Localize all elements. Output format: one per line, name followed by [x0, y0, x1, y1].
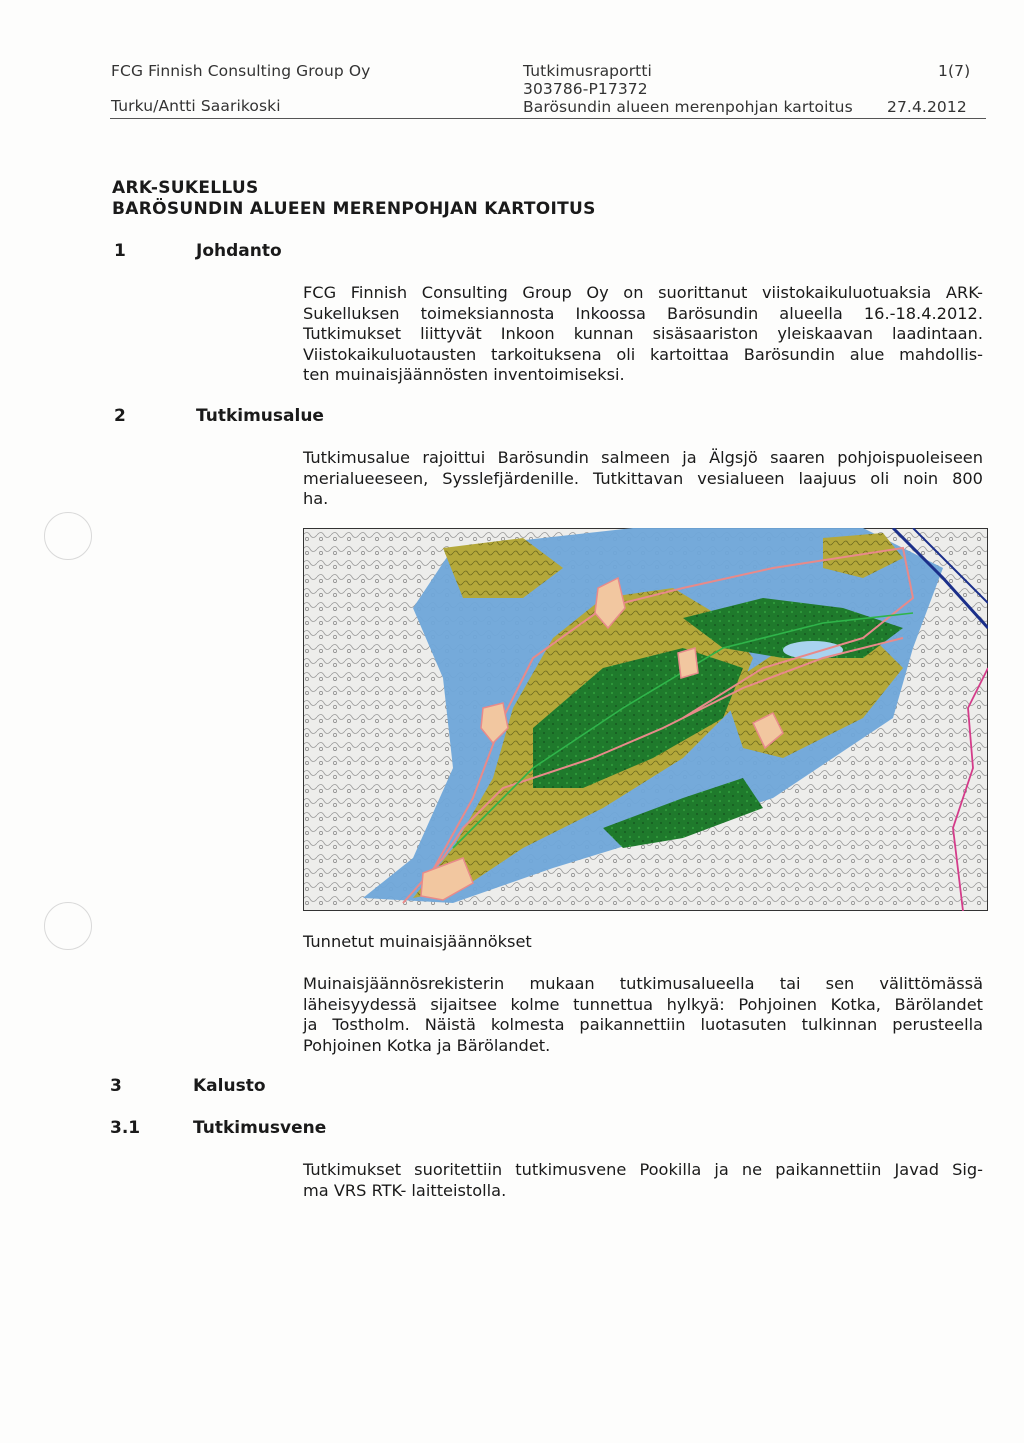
paragraph-line: ha. [303, 489, 329, 508]
paragraph-line: Tutkimusalue rajoittui Barösundin salmeen ja Älgsjö saaren pohjoispuoleiseen [303, 448, 983, 467]
section-3-number: 3 [110, 1076, 122, 1096]
paragraph-line: ma VRS RTK- laitteistolla. [303, 1180, 507, 1200]
paragraph-line: läheisyydessä sijaitsee kolme tunnettua hylkyä: Pohjoinen Kotka, Bärölandet [303, 994, 983, 1014]
section-1-title: Johdanto [196, 241, 282, 261]
paragraph-line: Tutkimukset suoritettiin tutkimusvene Pookilla ja ne paikannettiin Javad Sig- [303, 1160, 983, 1179]
section-2-title: Tutkimusalue [196, 406, 324, 426]
header-rule [110, 118, 986, 119]
section-2-number: 2 [114, 406, 126, 426]
known-remains-paragraph [303, 974, 983, 1056]
paragraph-line: Viistokaikuluotausten tarkoituksena oli kartoittaa Barösundin alue mahdollis- [303, 344, 983, 364]
punch-hole-mark [44, 902, 92, 950]
header-doc-type: Tutkimusraportti [523, 62, 652, 80]
paragraph-line: Pohjoinen Kotka ja Bärölandet. [303, 1035, 551, 1055]
header-date: 27.4.2012 [887, 98, 967, 116]
paragraph-line: ja Tostholm. Näistä kolmesta paikannettiin luotasuten tulkinnan perusteella [303, 1015, 983, 1034]
section-1-number: 1 [114, 241, 126, 261]
section-2-paragraph [303, 448, 983, 510]
paragraph-line: Sukelluksen toimeksiannosta Inkoossa Barösundin alueella 16.-18.4.2012. [303, 303, 983, 323]
document-title-line2: BARÖSUNDIN ALUEEN MERENPOHJAN KARTOITUS [112, 199, 596, 219]
section-3-1-number: 3.1 [110, 1118, 141, 1138]
header-page-number: 1(7) [938, 62, 971, 80]
document-title-line1: ARK-SUKELLUS [112, 178, 259, 198]
paragraph-line: Tutkimukset liittyvät Inkoon kunnan sisäsaariston yleiskaavan laadintaan. [303, 324, 983, 343]
header-doc-subject: Barösundin alueen merenpohjan kartoitus [523, 98, 853, 116]
paragraph-line: merialueeseen, Sysslefjärdenille. Tutkittavan vesialueen laajuus oli noin 800 [303, 468, 983, 488]
paragraph-line: Muinaisjäännösrekisterin mukaan tutkimusalueella tai sen välittömässä [303, 974, 983, 993]
header-doc-number: 303786-P17372 [523, 80, 648, 98]
section-1-paragraph [303, 283, 983, 386]
section-3-1-title: Tutkimusvene [193, 1118, 327, 1138]
section-3-title: Kalusto [193, 1076, 266, 1096]
map-caption: Tunnetut muinaisjäännökset [303, 932, 532, 951]
section-3-1-paragraph [303, 1160, 983, 1201]
header-author: Turku/Antti Saarikoski [111, 97, 281, 115]
lake [783, 641, 843, 659]
survey-area-map [303, 528, 988, 911]
known-site-area [678, 648, 698, 678]
paragraph-line: FCG Finnish Consulting Group Oy on suorittanut viistokaikuluotuaksia ARK- [303, 283, 983, 302]
punch-hole-mark [44, 512, 92, 560]
paragraph-line: ten muinaisjäännösten inventoimiseksi. [303, 365, 625, 384]
header-company: FCG Finnish Consulting Group Oy [111, 62, 371, 80]
